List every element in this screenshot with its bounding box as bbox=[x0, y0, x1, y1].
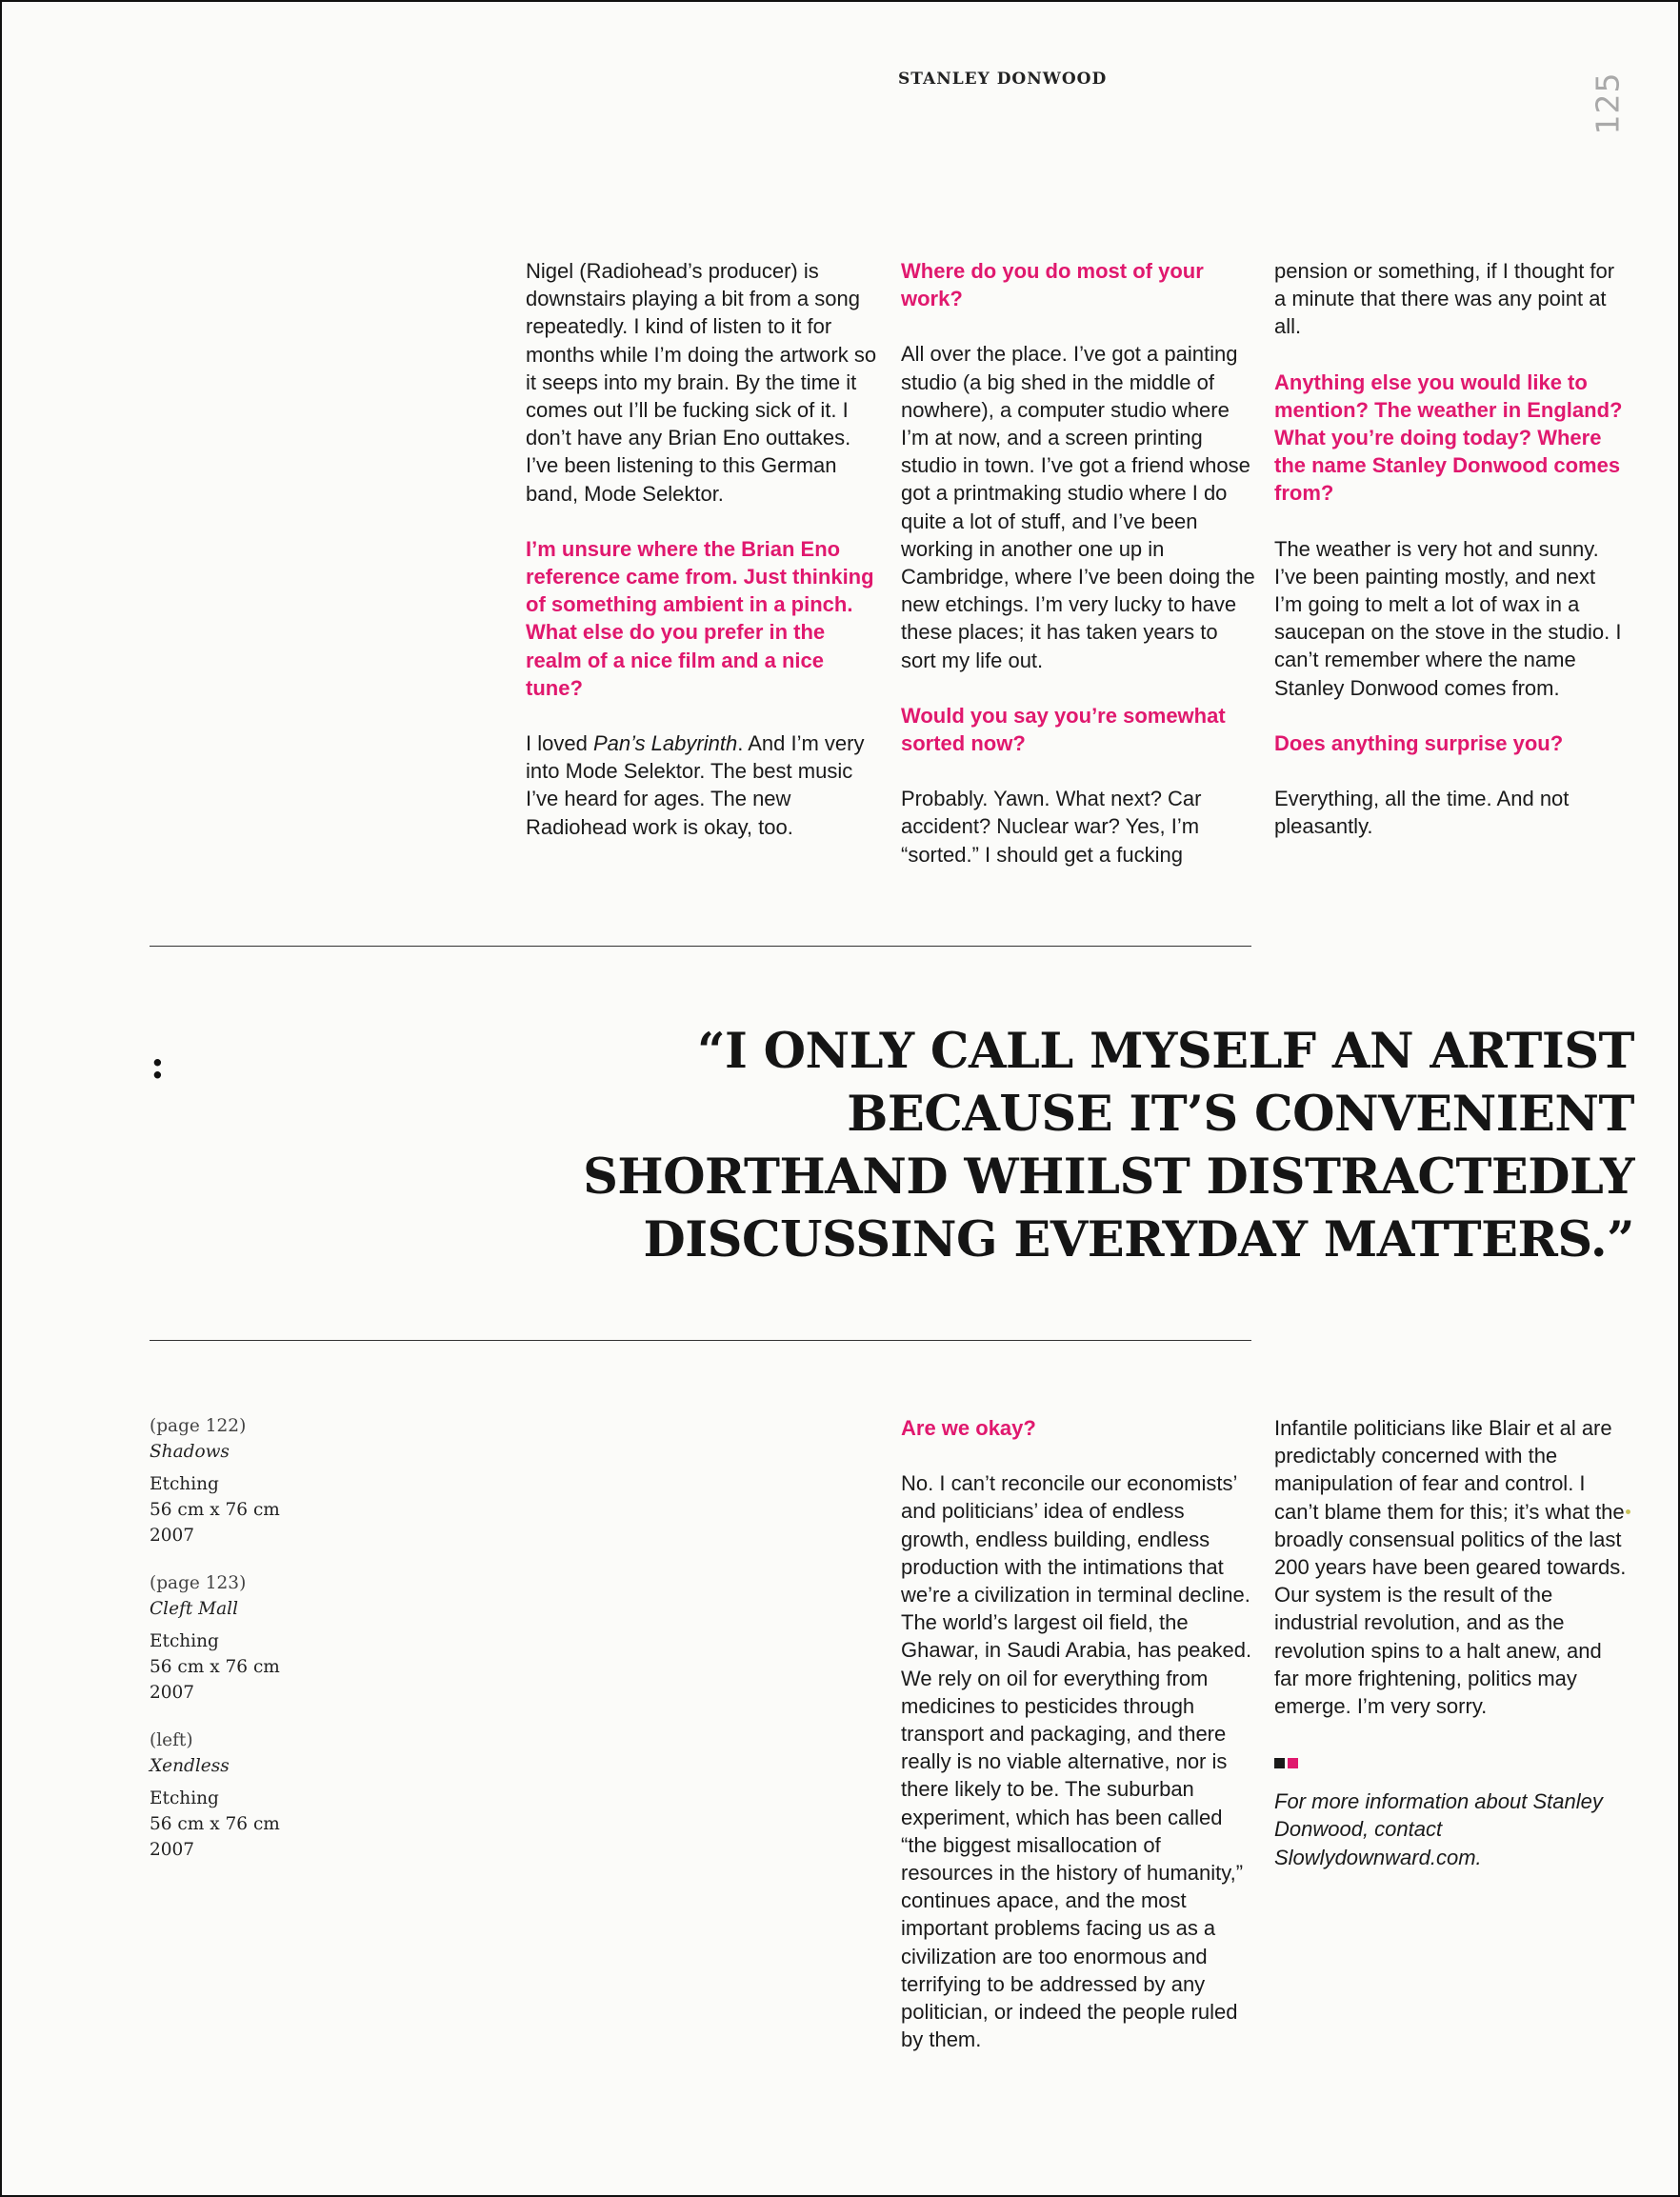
answer-paragraph: pension or something, if I thought for a minute that there was any point at all. bbox=[1274, 259, 1615, 339]
end-of-article-mark bbox=[1274, 1748, 1629, 1761]
caption-size: 56 cm x 76 cm bbox=[150, 1500, 280, 1520]
answer-text: . And I’m very into Mode Selektor. The best music I’ve heard for ages. The new Radiohead work is okay, too. bbox=[526, 731, 865, 839]
answer-text: I loved bbox=[526, 731, 593, 756]
caption-year: 2007 bbox=[150, 1683, 195, 1703]
caption-title: Cleft Mall bbox=[150, 1599, 238, 1619]
interview-column-1 bbox=[526, 257, 880, 841]
interview-column-4 bbox=[901, 1414, 1255, 2053]
caption-group bbox=[150, 1728, 340, 1863]
answer-paragraph: Probably. Yawn. What next? Car accident? Nuclear war? Yes, I’m “sorted.” I should get a fucking bbox=[901, 787, 1202, 867]
caption-year: 2007 bbox=[150, 1840, 195, 1860]
answer-paragraph: Infantile politicians like Blair et al are predictably concerned with the manipulation of fear and control. I can’t blame them for this; it’s what the broadly consensual politics of the last 200 years have been geared towards. Our system is the result of the industrial revolution, and as the revolution spins to a halt anew, and far more frightening, politics may emerge. I’m very sorry. bbox=[1274, 1416, 1627, 1719]
pull-quote bbox=[533, 1020, 1634, 1271]
question-paragraph: Anything else you would like to mention? The weather in England? What you’re doing today? Where the name Stanley Donwood comes from? bbox=[1274, 369, 1623, 506]
caption-reference: (page 122) bbox=[150, 1416, 247, 1436]
question-paragraph: Where do you do most of your work? bbox=[901, 259, 1204, 311]
caption-title: Xendless bbox=[150, 1756, 230, 1776]
artwork-captions bbox=[150, 1413, 340, 1885]
end-mark-square-pink bbox=[1288, 1758, 1298, 1768]
interview-column-5 bbox=[1274, 1414, 1629, 1871]
interview-column-2 bbox=[901, 257, 1255, 869]
print-speck bbox=[1626, 1509, 1630, 1514]
answer-paragraph: Everything, all the time. And not pleasantly. bbox=[1274, 787, 1570, 839]
page-number-text: 125 bbox=[1589, 71, 1627, 135]
question-paragraph: I’m unsure where the Brian Eno reference came from. Just thinking of something ambient in a pinch. What else do you prefer in the realm of a nice film and a nice tune? bbox=[526, 536, 874, 700]
answer-paragraph: All over the place. I’ve got a painting studio (a big shed in the middle of nowhere), a computer studio where I’m at now, and a screen printing studio in town. I’ve got a friend whose got a printmaking studio where I do quite a lot of stuff, and I’ve been working in another one up in Cambridge, where I’ve been doing the new etchings. I’m very lucky to have these places; it has taken years to sort my life out. bbox=[901, 342, 1255, 672]
caption-year: 2007 bbox=[150, 1526, 195, 1546]
interview-column-3 bbox=[1274, 257, 1629, 840]
answer-paragraph: Nigel (Radiohead’s producer) is downstairs playing a bit from a song repeatedly. I kind of listen to it for months while I’m doing the artwork so it seeps into my brain. By the time it comes out I’ll be fucking sick of it. I don’t have any Brian Eno outtakes. I’ve been listening to this German band, Mode Selektor. bbox=[526, 259, 877, 506]
caption-reference: (page 123) bbox=[150, 1573, 247, 1593]
divider-rule-top bbox=[150, 946, 1251, 947]
contact-note: For more information about Stanley Donwood, contact Slowlydownward.com. bbox=[1274, 1789, 1603, 1869]
page-number bbox=[1589, 71, 1627, 135]
question-paragraph: Are we okay? bbox=[901, 1416, 1036, 1440]
answer-paragraph: The weather is very hot and sunny. I’ve been painting mostly, and next I’m going to melt a lot of wax in a saucepan on the stove in the studio. I can’t remember where the name Stanley Donwood comes from. bbox=[1274, 536, 1622, 700]
caption-medium: Etching bbox=[150, 1474, 219, 1494]
divider-rule-bottom bbox=[150, 1340, 1251, 1341]
question-paragraph: Would you say you’re somewhat sorted now? bbox=[901, 703, 1226, 756]
answer-paragraph bbox=[526, 729, 880, 841]
pull-quote-line: “I ONLY CALL MYSELF AN ARTIST bbox=[697, 1023, 1634, 1080]
caption-size: 56 cm x 76 cm bbox=[150, 1657, 280, 1677]
question-paragraph: Does anything surprise you? bbox=[1274, 730, 1564, 755]
film-title: Pan’s Labyrinth bbox=[592, 731, 738, 756]
caption-group bbox=[150, 1570, 340, 1706]
caption-group bbox=[150, 1413, 340, 1548]
end-mark-square-dark bbox=[1274, 1758, 1285, 1768]
answer-paragraph: No. I can’t reconcile our economists’ and politicians’ idea of endless growth, endless building, endless production with the intimations that we’re a civilization in terminal decline. The world’s largest oil field, the Ghawar, in Saudi Arabia, has peaked. We rely on oil for everything from medicines to pesticides through transport and packaging, and there really is no viable alternative, nor is there likely to be. The suburban experiment, which has been called “the biggest misallocation of resources in the history of humanity,” continues apace, and the most important problems facing us as a civilization are too enormous and terrifying to be addressed by any politician, or indeed the people ruled by them. bbox=[901, 1471, 1252, 2052]
pull-quote-line: BECAUSE IT’S CONVENIENT bbox=[847, 1086, 1634, 1143]
caption-reference: (left) bbox=[150, 1730, 193, 1750]
caption-size: 56 cm x 76 cm bbox=[150, 1814, 280, 1834]
pull-quote-line: SHORTHAND WHILST DISTRACTEDLY bbox=[583, 1148, 1634, 1206]
caption-title: Shadows bbox=[150, 1442, 230, 1462]
running-head: STANLEY DONWOOD bbox=[898, 70, 1108, 89]
caption-medium: Etching bbox=[150, 1788, 219, 1808]
pull-quote-colon: : bbox=[150, 1043, 165, 1088]
pull-quote-line: DISCUSSING EVERYDAY MATTERS.” bbox=[643, 1211, 1634, 1268]
caption-medium: Etching bbox=[150, 1631, 219, 1651]
